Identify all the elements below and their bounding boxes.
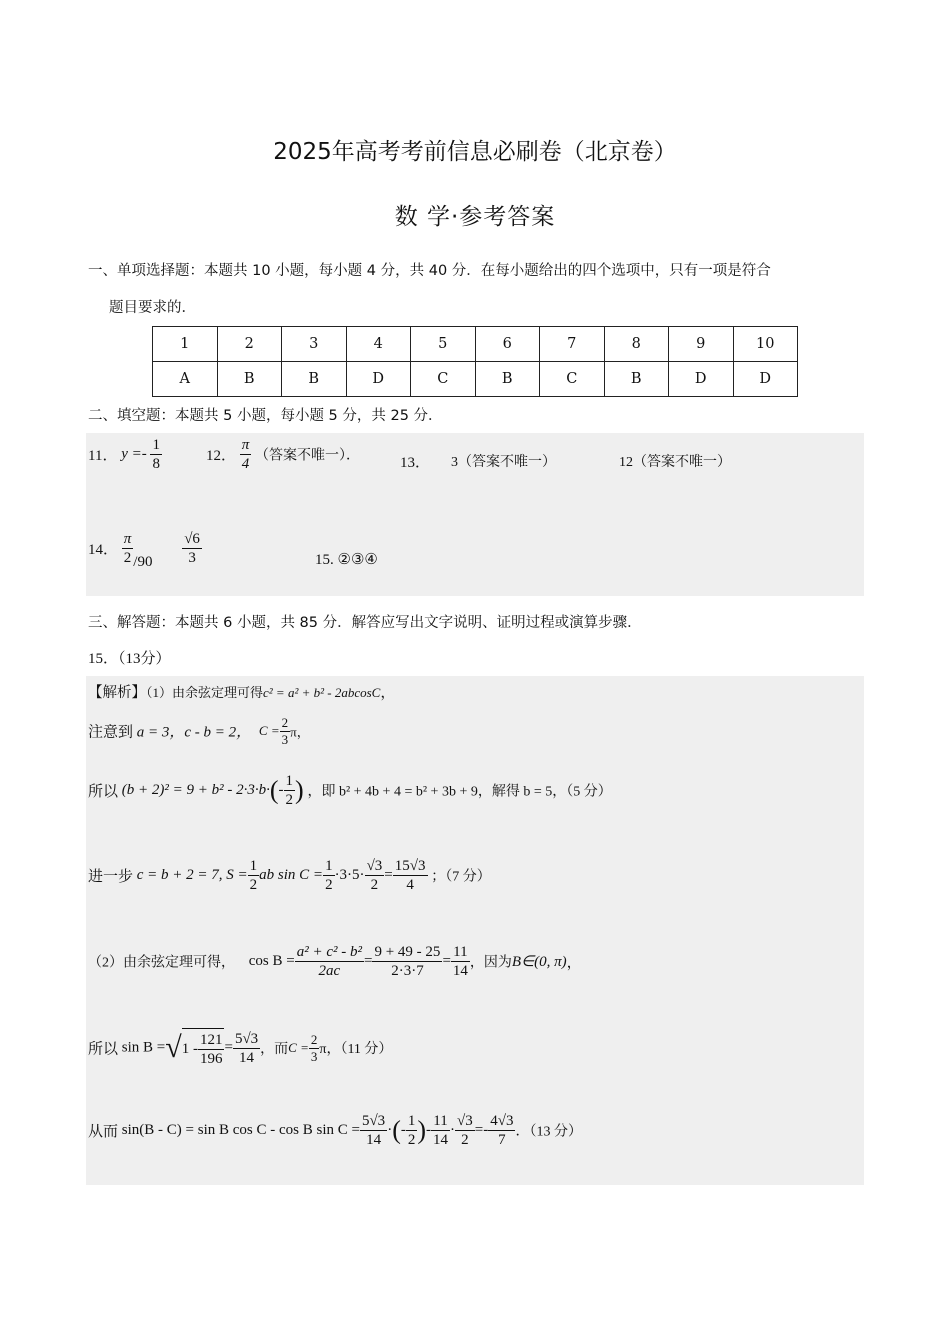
q13-answer: 3（答案不唯一）	[451, 455, 556, 470]
solution-line-7: 从而 sin(B - C) = sin B cos C - cos B sin C = $\frac{5√3}{14}$ ·(- $\frac{1}{2}$ )- $\frac{11}{14}$ · $\frac{√3}{2}$ =- $\frac{4√3}{7}$ ．（13 分）	[88, 1113, 582, 1148]
table-cell-answer: D	[346, 362, 411, 397]
q13-answer-2: 12（答案不唯一）	[619, 455, 731, 470]
q14-second-fraction: $\frac{√6}{3}$	[184, 531, 200, 566]
solution-line-1: 【解析】（1）由余弦定理可得c² = a² + b² - 2abcosC，	[88, 685, 396, 701]
table-cell-number: 7	[540, 327, 605, 362]
q15-header: 15．（13分）	[88, 651, 171, 667]
table-cell-number: 6	[475, 327, 540, 362]
table-cell-number: 4	[346, 327, 411, 362]
table-cell-number: 1	[153, 327, 218, 362]
q11-fraction: $\frac{1}{8}$	[152, 437, 160, 472]
q11-lhs: y =-	[121, 446, 147, 462]
q11-answer	[88, 436, 162, 473]
solution-line-3: 所以 (b + 2)² = 9 + b² - 2·3·b·(- $\frac{1}{2}$ ) ，即 b² + 4b + 4 = b² + 3b + 9，解得 b = 5，（5 分）	[88, 773, 612, 808]
page-subtitle: 数 学·参考答案	[394, 204, 556, 230]
law-of-cosines: c² = a² + b² - 2abcosC	[263, 685, 381, 700]
solution-line-4: 进一步 c = b + 2 = 7, S = $\frac{1}{2}$ ab sin C = $\frac{1}{2}$ ·3·5· $\frac{√3}{2}$ = $\frac{15√3}{4}$ ；（7 分）	[88, 858, 491, 893]
q13-label: 13．	[400, 455, 431, 471]
answer-table-answers-row	[153, 362, 798, 397]
solution-box	[86, 676, 864, 1185]
answer-table-numbers-row	[153, 327, 798, 362]
table-cell-number: 10	[733, 327, 798, 362]
table-cell-answer: B	[282, 362, 347, 397]
table-cell-answer: D	[669, 362, 734, 397]
analysis-tag: 【解析】	[88, 685, 146, 701]
table-cell-number: 2	[217, 327, 282, 362]
table-cell-answer: D	[733, 362, 798, 397]
solution-line-6: 所以 sin B =√1 - $\frac{121}{196}$ = $\frac{5√3}{14}$ ，而C = $\frac{2}{3}$ π，（11 分）	[88, 1028, 392, 1068]
q14-suffix: /90	[133, 553, 153, 570]
answer-table	[152, 326, 798, 397]
q12-note: （答案不唯一）．	[255, 448, 361, 464]
page-title: 2025年高考考前信息必刷卷（北京卷）	[273, 139, 677, 165]
table-cell-number: 3	[282, 327, 347, 362]
q14-fraction: $\frac{\pi}{2}$	[123, 531, 132, 566]
solution-line-2: 注意到 a = 3，c - b = 2， C = $\frac{2}{3}$ π，	[88, 715, 310, 747]
q14-label: 14．	[88, 542, 119, 558]
table-cell-answer: B	[604, 362, 669, 397]
q12-label: 12．	[206, 448, 237, 464]
table-cell-number: 8	[604, 327, 669, 362]
table-cell-answer: A	[153, 362, 218, 397]
table-cell-answer: B	[217, 362, 282, 397]
q11-label: 11．	[88, 448, 118, 464]
solution-line-5: （2）由余弦定理可得， cos B = $\frac{\text{a² + c² - b²}}{2ac}$ = $\frac{9 + 49 - 25}{2\cdot 3\cdot 7}$ = $\frac{11}{14}$ ，因为B∈(0, π)，	[88, 944, 582, 979]
table-cell-answer: B	[475, 362, 540, 397]
q12-fraction: $\frac{\pi}{4}$	[241, 437, 250, 472]
section1-heading: 一、单项选择题：本题共 10 小题，每小题 4 分，共 40 分．在每小题给出的四个选项中，只有一项是符合	[88, 263, 771, 279]
table-cell-number: 5	[411, 327, 476, 362]
table-cell-answer: C	[411, 362, 476, 397]
q15-fill-label: 15.	[315, 552, 334, 568]
section1-heading-cont: 题目要求的．	[109, 300, 196, 316]
q15-fill-answer	[315, 550, 378, 569]
section3-heading: 三、解答题：本题共 6 小题，共 85 分．解答应写出文字说明、证明过程或演算步骤．	[88, 615, 642, 631]
q14-answer	[88, 530, 202, 571]
q12-answer	[206, 436, 360, 473]
table-cell-number: 9	[669, 327, 734, 362]
section2-heading: 二、填空题：本题共 5 小题，每小题 5 分，共 25 分．	[88, 408, 443, 424]
table-cell-answer: C	[540, 362, 605, 397]
q15-fill-value: ②③④	[337, 552, 378, 568]
